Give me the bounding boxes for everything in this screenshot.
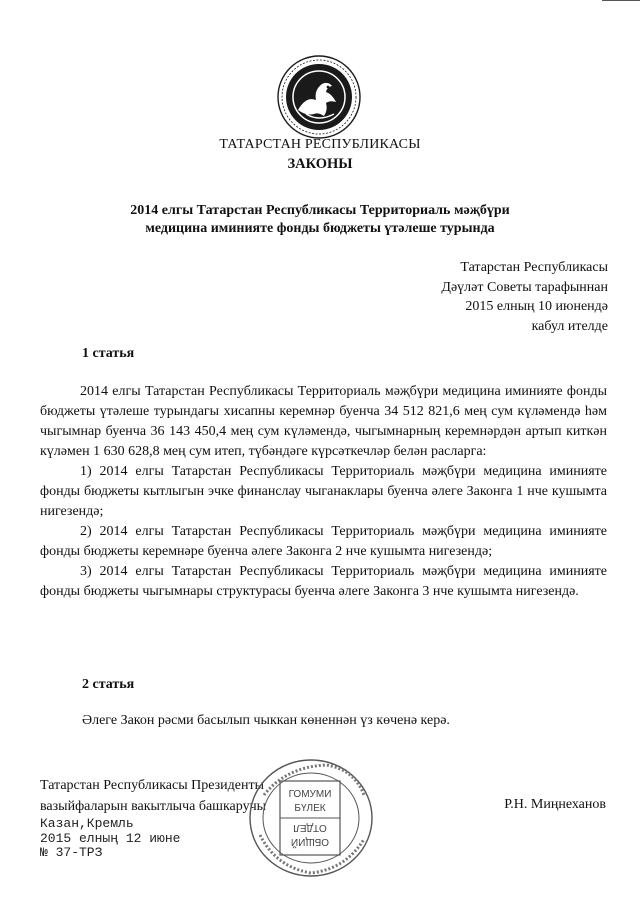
article1-body (40, 382, 607, 602)
law-title-line2: медицина иминияте фонды бюджеты үтәлеше турында (145, 221, 495, 236)
republic-heading: ТАТАРСТАН РЕСПУБЛИКАСЫ (219, 137, 421, 152)
article1-heading: 1 статья (82, 346, 135, 361)
stamp-text-4: ОТДЕЛ (293, 822, 327, 833)
top-edge-line (602, 0, 640, 1)
stamp-text-1: ГОМУМИ (288, 789, 332, 800)
signatory-name: Р.Н. Миңнеханов (504, 797, 606, 812)
stamp-text-3: ОБЩИЙ (290, 836, 330, 847)
article1-item2: 2) 2014 елгы Татарстан Республикасы Территориаль мәҗбүри медицина иминияте фонды бюджеты керемнәре буенча әлеге Законга 2 нче кушымта нигезендә; (40, 524, 607, 559)
date-line: 2015 елның 12 июне (40, 830, 181, 846)
stamp-text-2: БҮЛЕК (294, 803, 326, 814)
adoption-line1: Татарстан Республикасы (460, 260, 608, 275)
adoption-line3: 2015 елның 10 июнендә (465, 299, 608, 314)
signature-title-line1: Татарстан Республикасы Президенты (40, 778, 264, 793)
article2-heading: 2 статья (82, 677, 135, 692)
signature-title-line2: вазыйфаларын вакытлыча башкаручы (40, 798, 267, 814)
signature-title (40, 776, 266, 817)
article1-intro: 2014 елгы Татарстан Республикасы Территориаль мәҗбүри медицина иминияте фонды бюджеты үтәлеше турындагы хисапны керемнәр буенча 34 512 821,6 мең сум күләмендә һәм чыгымнар буенча 36 143 450,4 мең сум күләмендә, чыгымнарның керемнәрдән артып киткән күләмен 1 630 628,8 мең сум итеп, түбәндәге күрсәткечләр белән расларга: (40, 384, 607, 459)
place-date-number (40, 817, 180, 861)
article1-item1: 1) 2014 елгы Татарстан Республикасы Территориаль мәҗбүри медицина иминияте фонды бюджеты кытлыгын эчке финанслау чыганаклары буенча әлеге Законга 1 нче кушымта нигезендә; (40, 464, 607, 519)
adoption-block (441, 258, 608, 336)
law-title-line1: 2014 елгы Татарстан Республикасы Территориаль мәҗбүри (130, 203, 510, 218)
article2-text: Әлеге Закон рәсми басылып чыккан көненнән үз көченә керә. (82, 713, 450, 728)
adoption-line4: кабул ителде (531, 318, 608, 334)
tatarstan-emblem-icon (276, 54, 362, 140)
adoption-line2: Дәүләт Советы тарафыннан (441, 279, 608, 295)
place-line: Казан,Кремль (40, 816, 134, 831)
doc-type-heading: ЗАКОНЫ (287, 156, 353, 172)
article1-item3: 3) 2014 елгы Татарстан Республикасы Территориаль мәҗбүри медицина иминияте фонды бюджеты чыгымнары структурасы буенча әлеге Законга 3 нче кушымта нигезендә. (40, 564, 607, 599)
official-stamp-icon (246, 755, 376, 881)
number-line: № 37-ТРЗ (40, 845, 103, 860)
